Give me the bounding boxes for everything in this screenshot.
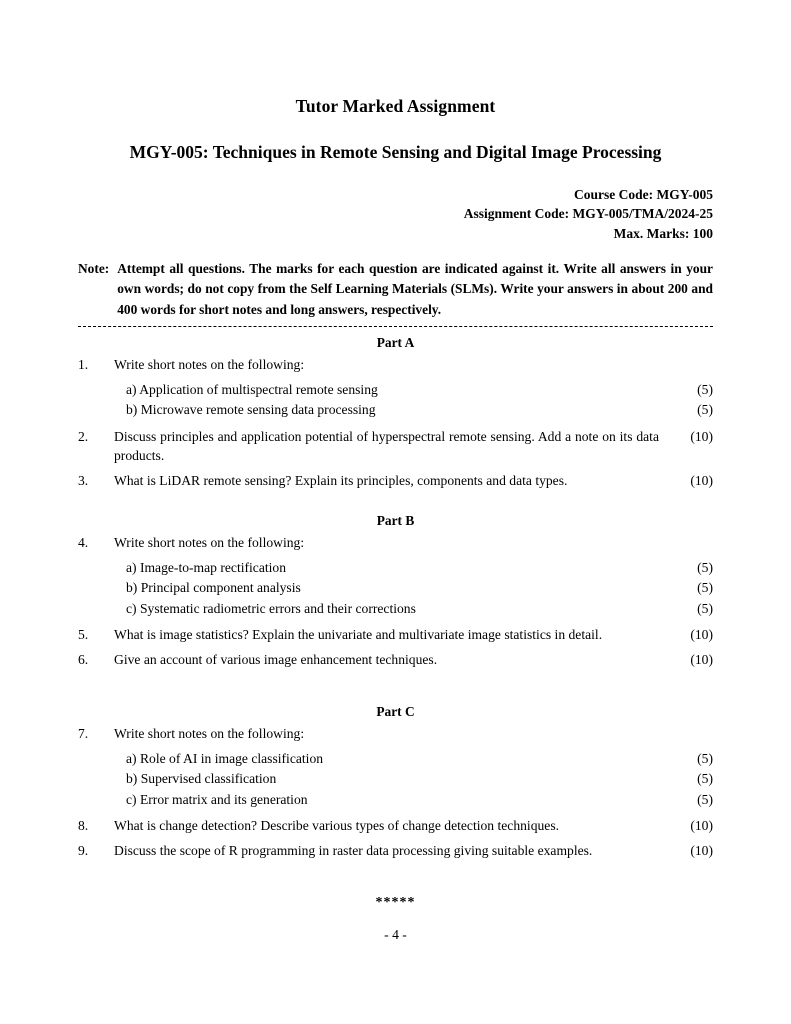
question-row [78, 355, 713, 374]
sub-question-text: a) Application of multispectral remote sensing [126, 381, 378, 397]
question-row [78, 724, 713, 743]
sub-question-text: c) Systematic radiometric errors and their corrections [126, 600, 416, 616]
part-heading-c: Part C [376, 703, 415, 719]
max-marks: Max. Marks: 100 [613, 225, 713, 241]
sub-question-row [78, 769, 713, 789]
question-text: Discuss the scope of R programming in raster data processing giving suitable examples. [114, 843, 593, 859]
sub-question-text: c) Error matrix and its generation [126, 791, 308, 807]
question-row [78, 816, 713, 835]
page-number: - 4 - [384, 926, 407, 942]
sub-question-row [78, 400, 713, 420]
question-number: 1. [78, 356, 89, 372]
question-marks: (10) [690, 473, 713, 489]
sub-question-text: b) Microwave remote sensing data processing [126, 402, 376, 418]
part-heading-a: Part A [376, 334, 415, 350]
sub-question-row [78, 578, 713, 598]
course-title: MGY-005: Techniques in Remote Sensing and Digital Image Processing [129, 142, 662, 162]
note-text: Attempt all questions. The marks for each question are indicated against it. Write all answers in your own words; do not copy from the Self Learning Materials (SLMs). Write your answers in about 200 and 400 words for short notes and long answers, respectively. [117, 261, 713, 317]
question-marks: (10) [690, 652, 713, 668]
course-code: Course Code: MGY-005 [574, 186, 713, 202]
sub-question-row [78, 749, 713, 769]
question-number: 4. [78, 534, 89, 550]
question-row [78, 471, 713, 490]
sub-question-marks: (5) [697, 771, 713, 787]
question-number: 8. [78, 818, 89, 834]
sub-question-marks: (5) [697, 559, 713, 575]
sub-question-marks: (5) [697, 600, 713, 616]
sub-question-list [78, 558, 713, 619]
question-number: 7. [78, 725, 89, 741]
question-number: 5. [78, 627, 89, 643]
question-text: Write short notes on the following: [114, 534, 305, 550]
sub-question-marks: (5) [697, 402, 713, 418]
question-number: 6. [78, 652, 89, 668]
question-marks: (10) [690, 843, 713, 859]
sub-question-marks: (5) [697, 750, 713, 766]
sub-question-text: a) Image-to-map rectification [126, 559, 287, 575]
sub-question-row [78, 380, 713, 400]
sub-question-list [78, 380, 713, 421]
sub-question-marks: (5) [697, 381, 713, 397]
sub-question-text: b) Principal component analysis [126, 580, 301, 596]
question-text: Write short notes on the following: [114, 725, 305, 741]
note-label: Note: [78, 261, 110, 277]
divider [78, 326, 713, 327]
sub-question-text: a) Role of AI in image classification [126, 750, 324, 766]
meta-block [78, 185, 713, 244]
page-title: Tutor Marked Assignment [295, 96, 496, 116]
part-heading-b: Part B [376, 512, 415, 528]
question-text: Write short notes on the following: [114, 356, 305, 372]
question-marks: (10) [690, 818, 713, 834]
question-row [78, 427, 713, 466]
sub-question-list [78, 749, 713, 810]
question-text: Give an account of various image enhancement techniques. [114, 652, 438, 668]
question-text: What is LiDAR remote sensing? Explain its principles, components and data types. [114, 473, 568, 489]
section-end-marker: ***** [375, 894, 416, 910]
question-number: 9. [78, 843, 89, 859]
sub-question-marks: (5) [697, 791, 713, 807]
question-text: What is change detection? Describe various types of change detection techniques. [114, 818, 560, 834]
sub-question-row [78, 599, 713, 619]
question-row [78, 625, 713, 644]
question-row [78, 841, 713, 860]
question-row [78, 650, 713, 669]
question-text: What is image statistics? Explain the univariate and multivariate image statistics in detail. [114, 627, 603, 643]
sub-question-text: b) Supervised classification [126, 771, 277, 787]
question-number: 2. [78, 428, 89, 444]
sub-question-marks: (5) [697, 580, 713, 596]
question-number: 3. [78, 473, 89, 489]
question-row [78, 533, 713, 552]
sub-question-row [78, 790, 713, 810]
question-marks: (10) [690, 428, 713, 444]
question-text: Discuss principles and application potential of hyperspectral remote sensing. Add a note on its data products. [114, 428, 659, 464]
assignment-code: Assignment Code: MGY-005/TMA/2024-25 [463, 206, 713, 222]
note-block [78, 259, 713, 319]
sub-question-row [78, 558, 713, 578]
question-marks: (10) [690, 627, 713, 643]
